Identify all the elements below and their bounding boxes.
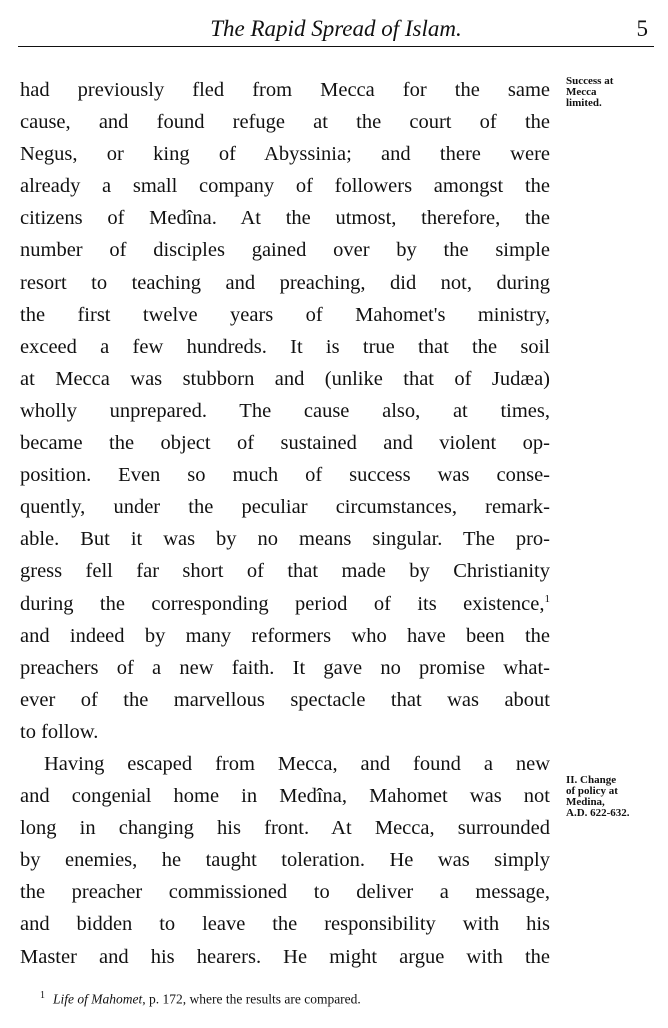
margin-note-success (566, 76, 664, 109)
margin-note-line: Success at (566, 75, 614, 87)
running-title: The Rapid Spread of Islam. (210, 16, 462, 41)
footnote-title: Life of Mahomet (53, 991, 143, 1007)
text-line: citizens of Medîna. At the utmost, therefore, the (20, 207, 550, 230)
text-line: to follow. (20, 720, 99, 743)
footnote (40, 990, 640, 1008)
text-line: ever of the marvellous spectacle that was about (20, 688, 550, 711)
footnote-mark: 1 (40, 990, 45, 1001)
text-line: preachers of a new faith. It gave no promise what- (20, 656, 550, 679)
text-line: had previously fled from Mecca for the same (20, 79, 550, 101)
text-line: Master and his hearers. He might argue with the (20, 945, 550, 968)
page-number: 5 (636, 16, 648, 41)
text-line: wholly unprepared. The cause also, at times, (20, 399, 550, 422)
text-line: and indeed by many reformers who have been the (20, 624, 550, 647)
text-line: gress fell far short of that made by Christianity (20, 560, 550, 583)
page-header (18, 12, 654, 47)
text-line: cause, and found refuge at the court of the (20, 111, 550, 134)
text-line: exceed a few hundreds. It is true that the soil (20, 335, 550, 358)
text-line: Negus, or king of Abyssinia; and there were (20, 143, 550, 166)
margin-note-line: II. Change (566, 774, 617, 786)
text-line: became the object of sustained and violent op- (20, 432, 550, 455)
margin-note-change-of-policy (566, 775, 664, 819)
text-line: long in changing his front. At Mecca, surrounded (20, 817, 550, 840)
text-line: the preacher commissioned to deliver a message, (20, 881, 550, 904)
margin-note-line: of policy at (566, 785, 618, 797)
margin-note-line: Medina, (566, 796, 605, 808)
footnote-reference: 1 (544, 592, 550, 605)
text-line: the first twelve years of Mahomet's ministry, (20, 303, 550, 326)
body-text (20, 74, 550, 973)
margin-note-line: A.D. 622-632. (566, 807, 630, 819)
text-line: already a small company of followers amongst the (20, 175, 550, 198)
text-line: position. Even so much of success was conse- (20, 464, 550, 487)
text-line: Having escaped from Mecca, and found a new (44, 752, 550, 775)
text-line-with-footnote (20, 588, 550, 620)
text-line: number of disciples gained over by the simple (20, 239, 550, 262)
text-line: quently, under the peculiar circumstances, remark- (20, 496, 550, 519)
margin-note-line: limited. (566, 97, 602, 109)
text-line: by enemies, he taught toleration. He was simply (20, 849, 550, 872)
footnote-text: , p. 172, where the results are compared. (142, 991, 361, 1007)
text-line: during the corresponding period of its existence, (20, 592, 545, 615)
text-line: resort to teaching and preaching, did not, during (20, 271, 550, 294)
margin-note-line: Mecca (566, 86, 597, 98)
text-line: at Mecca was stubborn and (unlike that of Judæa) (20, 367, 550, 390)
text-line: and congenial home in Medîna, Mahomet was not (20, 785, 550, 808)
text-line: able. But it was by no means singular. The pro- (20, 528, 550, 551)
text-line: and bidden to leave the responsibility with his (20, 913, 550, 936)
